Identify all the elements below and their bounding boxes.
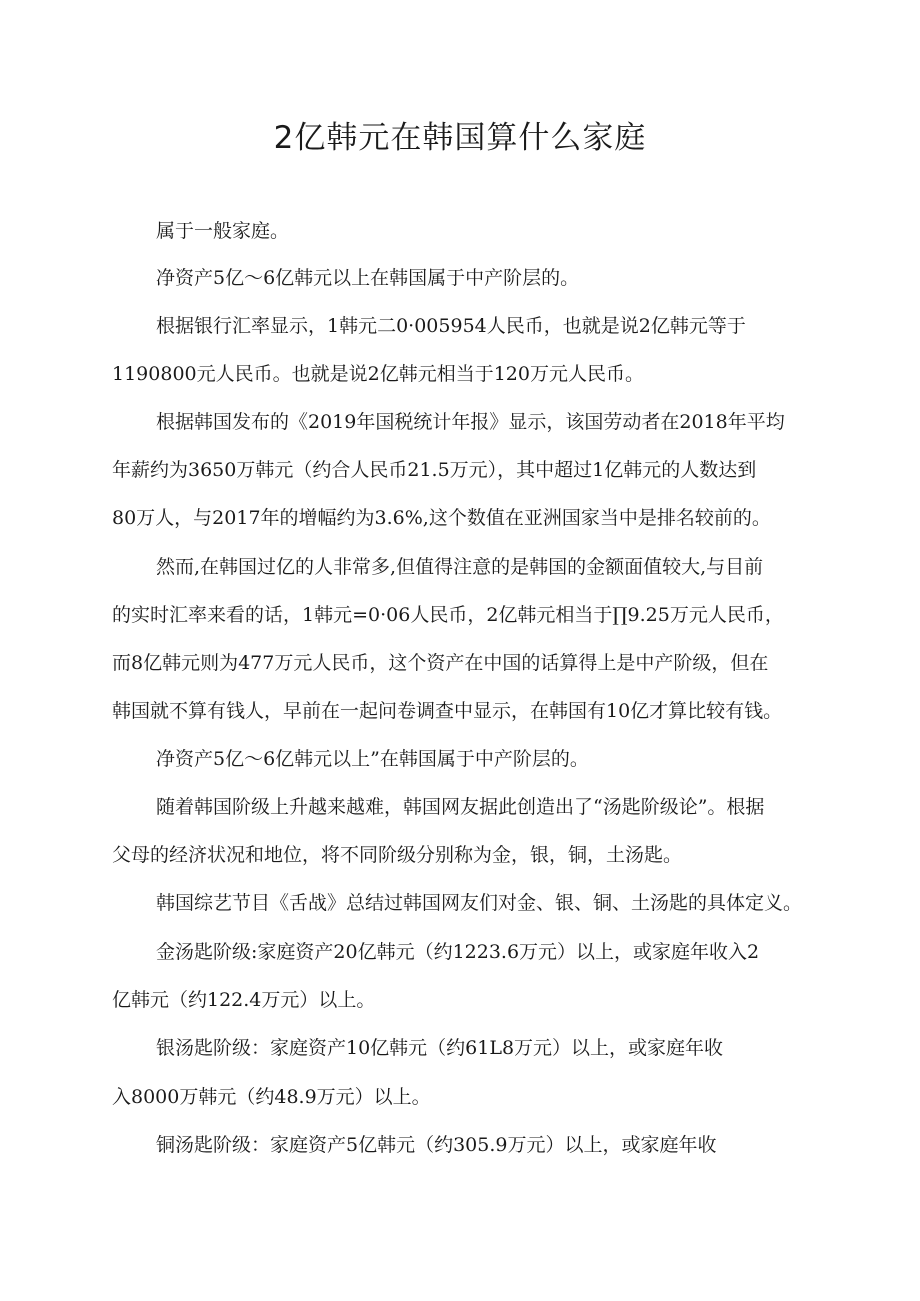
paragraph-line: 韩国综艺节目《舌战》总结过韩国网友们对金、银、铜、土汤匙的具体定义。: [156, 892, 803, 914]
paragraph-line: 根据银行汇率显示，1韩元二0·005954人民币，也就是说2亿韩元等于: [156, 315, 746, 337]
paragraph-line: 然而,在韩国过亿的人非常多,但值得注意的是韩国的金额面值较大,与目前: [156, 556, 764, 578]
paragraph-line: 根据韩国发布的《2019年国税统计年报》显示，该国劳动者在2018年平均: [156, 411, 785, 433]
paragraph-line: 净资产5亿～6亿韩元以上”在韩国属于中产阶层的。: [156, 748, 589, 770]
paragraph-line: 80万人，与2017年的增幅约为3.6%,这个数值在亚洲国家当中是排名较前的。: [112, 507, 771, 529]
paragraph-line: 年薪约为3650万韩元（约合人民币21.5万元），其中超过1亿韩元的人数达到: [112, 459, 757, 481]
paragraph-line: 属于一般家庭。: [156, 220, 290, 242]
paragraph-line: 的实时汇率来看的话，1韩元=0·06人民币，2亿韩元相当于∏9.25万元人民币，: [112, 604, 784, 626]
paragraph-line: 而8亿韩元则为477万元人民币，这个资产在中国的话算得上是中产阶级，但在: [112, 652, 769, 674]
paragraph-line: 韩国就不算有钱人，早前在一起问卷调查中显示，在韩国有10亿才算比较有钱。: [112, 700, 783, 722]
paragraph-line: 1190800元人民币。也就是说2亿韩元相当于120万元人民币。: [112, 363, 644, 385]
paragraph-line: 亿韩元（约122.4万元）以上。: [112, 989, 376, 1011]
paragraph-line: 铜汤匙阶级：家庭资产5亿韩元（约305.9万元）以上，或家庭年收: [156, 1134, 717, 1156]
paragraph-line: 随着韩国阶级上升越来越难，韩国网友据此创造出了“汤匙阶级论”。根据: [156, 796, 765, 818]
paragraph-line: 入8000万韩元（约48.9万元）以上。: [112, 1086, 431, 1108]
paragraph-line: 金汤匙阶级:家庭资产20亿韩元（约1223.6万元）以上，或家庭年收入2: [156, 941, 760, 963]
paragraph-line: 银汤匙阶级：家庭资产10亿韩元（约61L8万元）以上，或家庭年收: [156, 1037, 724, 1059]
paragraph-line: 净资产5亿～6亿韩元以上在韩国属于中产阶层的。: [156, 267, 580, 289]
document-title: 2亿韩元在韩国算什么家庭: [273, 120, 647, 156]
paragraph-line: 父母的经济状况和地位，将不同阶级分别称为金，银，铜，土汤匙。: [112, 844, 683, 866]
